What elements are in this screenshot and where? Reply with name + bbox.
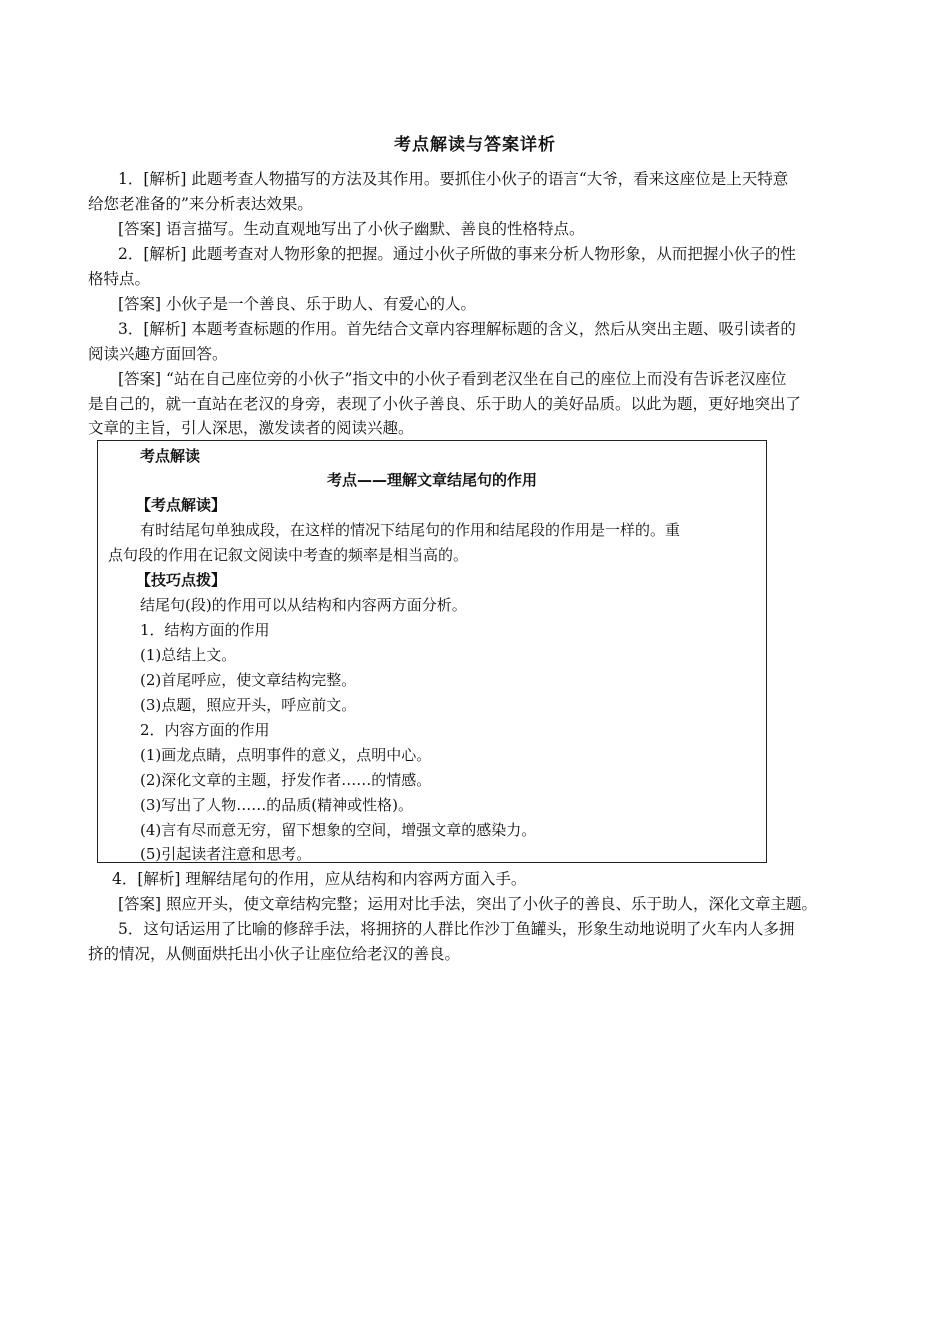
answer-line: 给您老准备的”来分析表达效果。 — [88, 195, 313, 213]
box-text-line: 有时结尾句单独成段，在这样的情况下结尾句的作用和结尾段的作用是一样的。重 — [140, 521, 681, 539]
key-point-box — [97, 440, 767, 863]
box-text-line: (2)深化文章的主题，抒发作者……的情感。 — [140, 771, 432, 789]
page-title: 考点解读与答案详析 — [394, 135, 556, 155]
answer-line: 3．[解析] 本题考查标题的作用。首先结合文章内容理解标题的含义，然后从突出主题、吸引读者的 — [118, 320, 796, 338]
box-text-line: 1．结构方面的作用 — [140, 621, 270, 639]
box-text-line: 点句段的作用在记叙文阅读中考查的频率是相当高的。 — [108, 546, 469, 564]
box-text-line: 结尾句(段)的作用可以从结构和内容两方面分析。 — [140, 596, 467, 614]
box-title: 考点——理解文章结尾句的作用 — [326, 471, 537, 489]
section-heading: 【技巧点拨】 — [136, 571, 227, 589]
answer-line: 2．[解析] 此题考查对人物形象的把握。通过小伙子所做的事来分析人物形象，从而把握小伙子的性 — [118, 245, 796, 263]
answer-line: 是自己的，就一直站在老汉的身旁，表现了小伙子善良、乐于助人的美好品质。以此为题，更好地突出了 — [88, 395, 802, 413]
answer-line: [答案] 照应开头，使文章结构完整；运用对比手法，突出了小伙子的善良、乐于助人，深化文章主题。 — [118, 895, 818, 913]
box-text-line: (1)总结上文。 — [140, 646, 237, 664]
box-text-line: 2．内容方面的作用 — [140, 721, 270, 739]
answer-line: 挤的情况，从侧面烘托出小伙子让座位给老汉的善良。 — [88, 945, 461, 963]
section-heading: 【考点解读】 — [136, 496, 227, 514]
box-text-line: (3)写出了人物……的品质(精神或性格)。 — [140, 796, 413, 814]
answer-line: [答案] 语言描写。生动直观地写出了小伙子幽默、善良的性格特点。 — [118, 220, 585, 238]
answer-line: [答案] “站在自己座位旁的小伙子”指文中的小伙子看到老汉坐在自己的座位上而没有告诉老汉座位 — [118, 370, 787, 388]
answer-line: 1．[解析] 此题考查人物描写的方法及其作用。要抓住小伙子的语言“大爷，看来这座位是上天特意 — [118, 170, 789, 188]
answer-line: [答案] 小伙子是一个善良、乐于助人、有爱心的人。 — [118, 295, 477, 313]
box-text-line: (5)引起读者注意和思考。 — [140, 845, 312, 863]
answer-line: 4．[解析] 理解结尾句的作用，应从结构和内容两方面入手。 — [112, 870, 527, 888]
answer-line: 5．这句话运用了比喻的修辞手法，将拥挤的人群比作沙丁鱼罐头，形象生动地说明了火车内人多拥 — [118, 920, 795, 938]
answer-line: 格特点。 — [88, 270, 151, 288]
answer-line: 文章的主旨，引人深思，激发读者的阅读兴趣。 — [88, 419, 414, 437]
answer-line: 阅读兴趣方面回答。 — [88, 345, 228, 363]
box-text-line: (4)言有尽而意无穷，留下想象的空间，增强文章的感染力。 — [140, 821, 537, 839]
box-text-line: (3)点题，照应开头，呼应前文。 — [140, 696, 357, 714]
box-label: 考点解读 — [140, 447, 201, 465]
box-text-line: (2)首尾呼应，使文章结构完整。 — [140, 671, 357, 689]
box-text-line: (1)画龙点睛，点明事件的意义，点明中心。 — [140, 746, 432, 764]
